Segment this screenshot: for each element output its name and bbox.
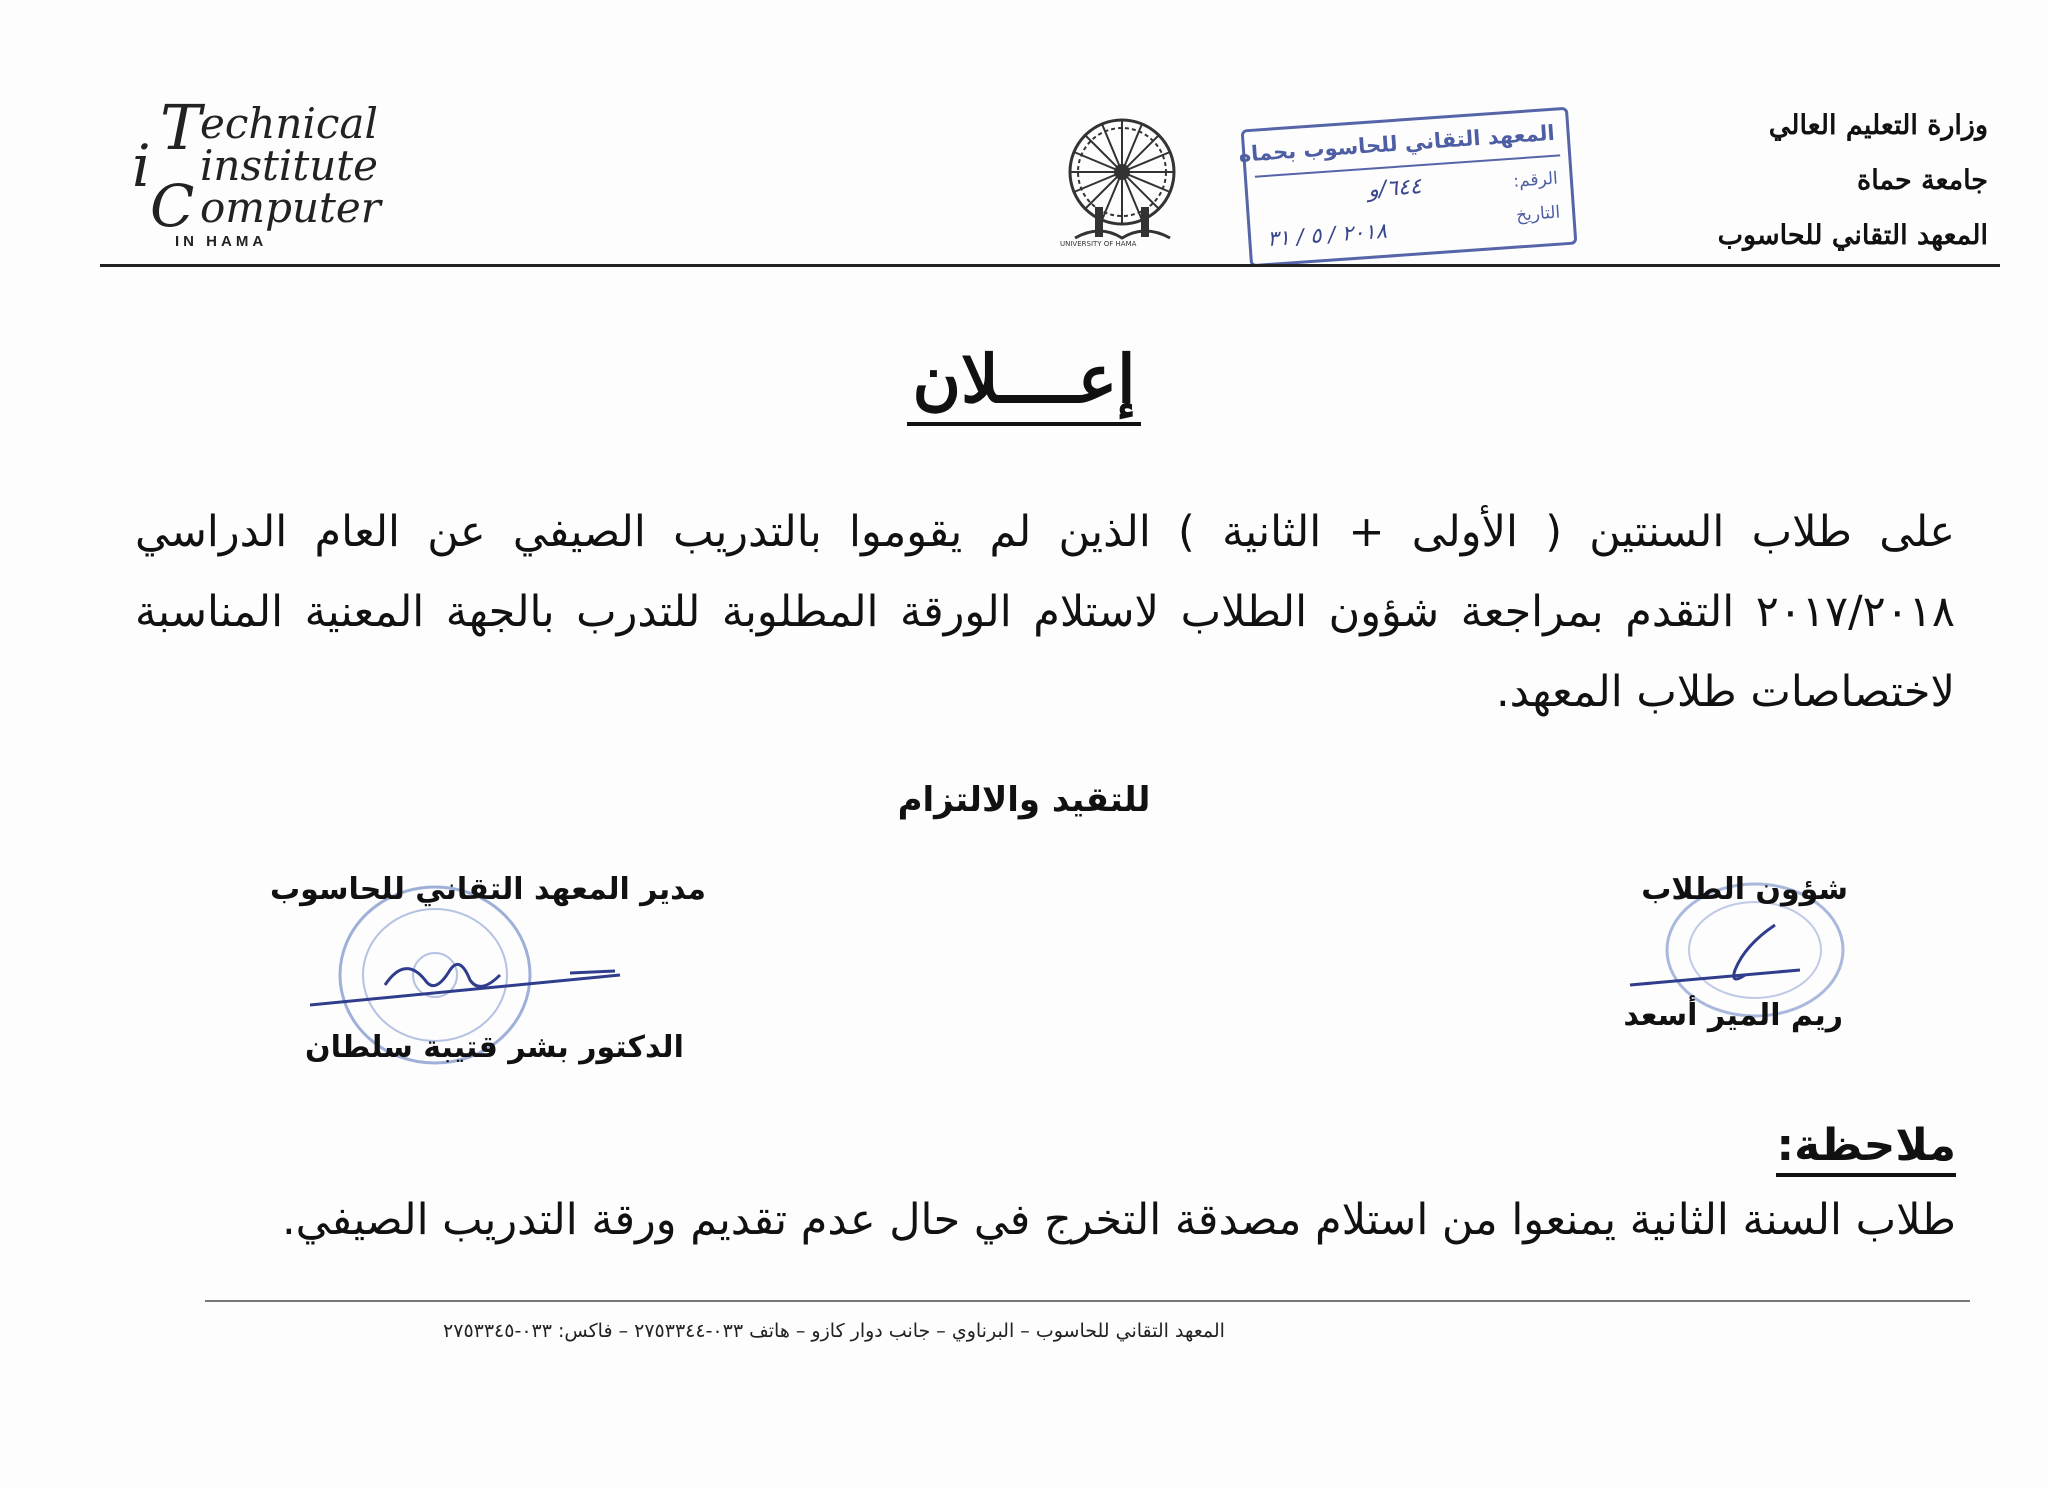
note-text: طلاب السنة الثانية يمنعوا من استلام مصدقة التخرج في حال عدم تقديم ورقة التدريب الصيفي. [281,1195,1956,1245]
institute-name: المعهد التقاني للحاسوب [1717,220,1988,251]
stamp-ref-label: الرقم: [1512,168,1559,192]
ministry-name: وزارة التعليم العالي [1768,110,1988,141]
director-name: الدكتور بشر قتيبة سلطان [305,1030,684,1065]
stamp-title: المعهد التقاني للحاسوب بحماه [1237,120,1556,167]
university-caption: UNIVERSITY OF HAMA [1060,240,1137,248]
institute-logo [120,91,460,255]
footer-contact: المعهد التقاني للحاسوب – البرناوي – جانب دوار كازو – هاتف ٠٣٣-٢٧٥٣٣٤٤ – فاكس: ٠٣٣-٢٧٥٣٣٤٥ [443,1320,1225,1342]
logo-city: IN HAMA [175,233,268,250]
logo-initial-c: C [150,172,195,240]
student-affairs-name: ريم المير أسعد [1623,998,1843,1033]
logo-initial-i: i [132,132,151,200]
issuer-block [1628,98,1988,263]
university-emblem-icon [1055,112,1190,247]
logo-word-technical: echnical [200,99,378,148]
announcement-title-text: إعــــلان [907,340,1142,426]
student-affairs-signature-icon [1625,915,1805,1005]
header-divider [100,264,2000,267]
stamp-date-label: التاريخ [1515,202,1561,226]
footer-divider [205,1300,1970,1302]
commitment-line: للتقيد والالتزام [897,780,1151,820]
stamp-ref-value: ٦٤٤/و [1367,174,1423,203]
director-title: مدير المعهد التقاني للحاسوب [270,872,707,907]
registration-stamp [1237,107,1578,268]
logo-initial-t: T [160,91,202,164]
announcement-paragraph: على طلاب السنتين ( الأولى + الثانية ) الذين لم يقوموا بالتدريب الصيفي عن العام الدراسي ٢٠١٧/٢٠١٨ التقدم بمراجعة شؤون الطلاب لاستلام الورقة المطلوبة للتدرب بالجهة المعنية المناسبة لاختصاصات طلاب المعهد. [135,507,1955,717]
logo-word-institute: institute [200,141,379,190]
announcement-title [0,340,2048,426]
director-signature-icon [310,945,630,1015]
university-name: جامعة حماة [1857,165,1988,196]
note-title: ملاحظة: [1776,1120,1956,1177]
stamp-date-value: ٢٠١٨ / ٥ / ٣١ [1266,218,1388,251]
logo-word-computer: omputer [200,183,381,232]
student-affairs-title: شؤون الطلاب [1641,872,1848,907]
